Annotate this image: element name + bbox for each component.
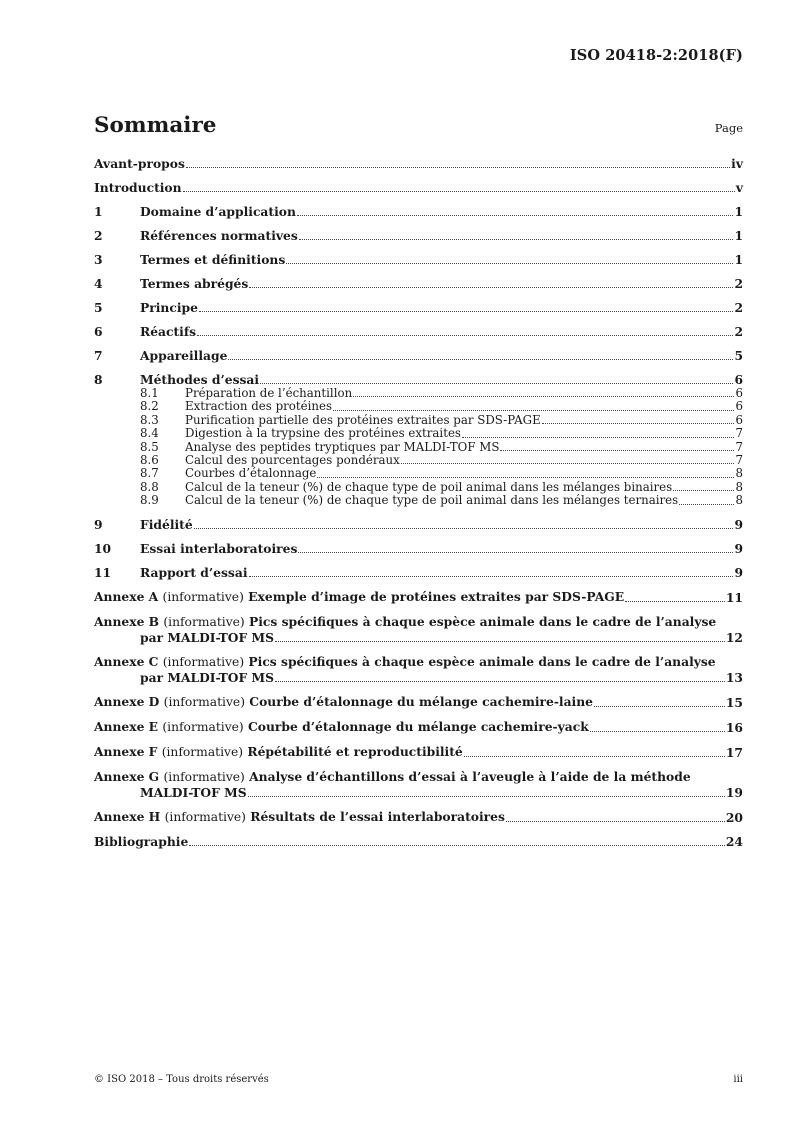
toc-subentry-8-5[interactable] [94,441,743,454]
toc-entry-label: Domaine d’application [140,204,296,219]
toc-subentry-page: 6 [735,399,743,414]
leader-dots [500,450,734,451]
toc-subentry-number: 8.5 [140,439,159,454]
page-column-label: Page [714,121,743,135]
annex-page: 15 [725,694,743,710]
annex-name: Annexe B [94,613,160,629]
toc-entry-3[interactable] [94,252,743,267]
toc-subentry-number: 8.6 [140,453,159,468]
toc-subentry-8-8[interactable] [94,481,743,494]
leader-dots [260,383,733,384]
toc-entry-4[interactable] [94,276,743,291]
toc-entry-1[interactable] [94,204,743,219]
leader-dots [275,681,725,682]
leader-dots [317,477,734,478]
toc-entry-page: 2 [734,324,743,339]
leader-dots [248,796,725,797]
leader-dots [542,423,735,424]
toc-entry-label: Essai interlaboratoires [140,540,298,556]
toc-annex-f[interactable] [94,744,743,760]
annex-title: Exemple d’image de protéines extraites par SDS-PAGE [248,588,625,604]
toc-entry-8[interactable] [94,372,743,387]
toc-entry-page: 1 [734,228,743,243]
annex-page: 12 [725,629,743,645]
toc-subentry-number: 8.4 [140,426,159,441]
toc-subentry-8-9[interactable] [94,494,743,507]
toc-subentry-label: Digestion à la trypsine des protéines extraites [185,426,461,441]
leader-dots [275,641,725,642]
leader-dots [353,396,734,397]
toc-subentry-8-7[interactable] [94,467,743,480]
toc-subentry-8-6[interactable] [94,454,743,467]
annex-title-continuation-row [94,785,743,800]
toc-entry-label: Avant-propos [94,156,185,171]
annex-title-continuation: MALDI-TOF MS [140,784,247,800]
footer-copyright: © ISO 2018 – Tous droits réservés [94,1074,269,1085]
toc-subentry-label: Analyse des peptides tryptiques par MALDI-TOF MS [185,439,500,454]
toc-subentry-number: 8.8 [140,479,159,494]
toc-annex-c[interactable] [94,654,743,685]
annex-label [94,744,463,760]
toc-entry-number: 2 [94,228,103,243]
toc-entry-label: Appareillage [140,348,228,363]
toc-entry-7[interactable] [94,348,743,363]
annex-informative: (informative) [163,694,246,709]
toc-entry-number: 1 [94,204,103,219]
toc-entry-page: 2 [734,300,743,315]
leader-dots [199,311,734,312]
leader-dots [673,490,734,491]
leader-dots [464,756,725,757]
toc-subentry-page: 7 [735,439,743,454]
toc-entry-6[interactable] [94,324,743,339]
leader-dots [197,335,733,336]
leader-dots [183,191,735,192]
leader-dots [679,504,734,505]
toc-entry-number: 11 [94,564,112,580]
toc-subentry-page: 8 [735,466,743,481]
toc-entry-page: 1 [734,204,743,219]
toc-entry-number: 3 [94,252,103,267]
toc-entry-page: v [735,180,743,195]
toc-subentry-number: 8.7 [140,466,159,481]
toc-entry-page: 5 [734,348,743,363]
toc-entry-page: 2 [734,276,743,291]
toc-entry-page: 6 [734,372,743,387]
table-of-contents [94,156,743,849]
toc-entry-9[interactable] [94,517,743,532]
toc-entry-number: 4 [94,276,103,291]
page-title: Sommaire [94,113,217,138]
toc-subentry-8-4[interactable] [94,427,743,440]
annex-title: Résultats de l’essai interlaboratoires [250,808,505,824]
leader-dots [594,706,725,707]
toc-entry-number: 10 [94,540,112,556]
toc-subentry-page: 7 [735,453,743,468]
annex-page: 17 [725,744,743,760]
leader-dots [333,410,734,411]
annex-name: Annexe E [94,718,159,734]
annex-informative: (informative) [162,589,244,604]
toc-entry-number: 9 [94,516,103,532]
annex-page: 19 [725,784,743,800]
annex-title-continuation: par MALDI-TOF MS [140,629,274,645]
toc-entry-5[interactable] [94,300,743,315]
toc-subentry-number: 8.9 [140,493,159,508]
annex-label [94,694,593,710]
leader-dots [506,821,725,822]
annex-informative: (informative) [162,719,244,734]
leader-dots [286,263,733,264]
toc-entry-label: Principe [140,300,198,315]
toc-entry-label: Introduction [94,180,182,195]
toc-subentry-8-1[interactable] [94,387,743,400]
annex-title: Courbe d’étalonnage du mélange cachemire-laine [249,693,593,709]
toc-entry-number: 5 [94,300,103,315]
title-row [94,113,743,138]
annex-page: 20 [725,809,743,825]
toc-entry-label: Rapport d’essai [140,564,248,580]
toc-subentry-label: Préparation de l’échantillon [185,386,353,400]
toc-entry-page: 24 [725,833,743,849]
leader-dots [297,215,734,216]
leader-dots [186,167,730,168]
toc-entry-label: Méthodes d’essai [140,372,260,387]
annex-title: Répétabilité et reproductibilité [247,743,463,759]
toc-entry-page: 9 [734,540,743,556]
annex-label [94,654,743,670]
annex-page: 13 [725,669,743,685]
annex-label [94,719,589,735]
annex-page: 11 [725,589,743,605]
annex-informative: (informative) [161,744,244,759]
toc-subentry-label: Extraction des protéines [185,399,333,414]
annex-title-continuation-row [94,630,743,645]
toc-entry-number: 7 [94,348,103,363]
toc-entry-label: Termes abrégés [140,276,249,291]
annex-title: Courbe d’étalonnage du mélange cachemire-yack [248,718,589,734]
toc-annex-d[interactable] [94,694,743,710]
leader-dots [590,731,725,732]
document-id: ISO 20418-2:2018(F) [569,47,743,64]
annex-title: Pics spécifiques à chaque espèce animale dans le cadre de l’analyse [249,613,717,629]
toc-entry-avant-propos[interactable] [94,156,743,171]
toc-subentry-page: 7 [735,426,743,441]
toc-entry-10[interactable] [94,541,743,556]
toc-annex-g[interactable] [94,769,743,800]
toc-subentry-page: 8 [735,493,743,508]
toc-entry-label: Fidélité [140,516,193,532]
toc-subentry-page: 6 [735,412,743,427]
footer-page-number: iii [733,1074,743,1085]
annex-name: Annexe A [94,588,159,604]
toc-annex-e[interactable] [94,719,743,735]
toc-entry-2[interactable] [94,228,743,243]
leader-dots [228,359,733,360]
annex-informative: (informative) [162,654,245,669]
leader-dots [194,528,734,529]
annex-informative: (informative) [164,809,246,824]
annex-name: Annexe F [94,743,158,759]
toc-entry-number: 6 [94,324,103,339]
annex-name: Annexe C [94,653,159,669]
leader-dots [401,463,735,464]
toc-entry-page: 1 [734,252,743,267]
toc-entry-page: 9 [734,516,743,532]
leader-dots [249,287,733,288]
leader-dots [249,576,734,577]
toc-annex-h[interactable] [94,809,743,825]
leader-dots [298,552,733,553]
leader-dots [189,845,725,846]
annex-page: 16 [725,719,743,735]
annex-informative: (informative) [163,769,245,784]
toc-subentry-label: Purification partielle des protéines extraites par SDS-PAGE [185,412,541,427]
annex-title-continuation: par MALDI-TOF MS [140,669,274,685]
toc-subentry-8-2[interactable] [94,400,743,413]
annex-title-continuation-row [94,670,743,685]
annex-label [94,614,743,630]
toc-entry-introduction[interactable] [94,180,743,195]
toc-subentry-page: 6 [735,386,743,400]
annex-label [94,589,624,605]
toc-entry-label: Références normatives [140,228,298,243]
toc-entry-label: Réactifs [140,324,197,339]
toc-subentry-label: Courbes d’étalonnage [185,466,317,481]
toc-entry-label: Bibliographie [94,833,189,849]
toc-entry-number: 8 [94,372,103,387]
annex-informative: (informative) [163,614,245,629]
annex-title: Analyse d’échantillons d’essai à l’aveugle à l’aide de la méthode [249,768,691,784]
toc-entry-page: 9 [734,564,743,580]
toc-subentry-page: 8 [735,479,743,494]
toc-entry-label: Termes et définitions [140,252,286,267]
toc-annex-b[interactable] [94,614,743,645]
toc-subentry-number: 8.1 [140,386,159,400]
toc-subentry-number: 8.3 [140,412,159,427]
toc-entry-page: iv [731,156,743,171]
toc-subentry-label: Calcul de la teneur (%) de chaque type de poil animal dans les mélanges ternaires [185,493,679,508]
annex-label [94,769,743,785]
leader-dots [462,437,735,438]
toc-annex-a[interactable] [94,589,743,605]
toc-subentry-number: 8.2 [140,399,159,414]
toc-entry-bibliographie[interactable] [94,834,743,849]
leader-dots [625,601,725,602]
toc-subentry-8-3[interactable] [94,414,743,427]
annex-label [94,809,505,825]
annex-title: Pics spécifiques à chaque espèce animale dans le cadre de l’analyse [248,653,716,669]
toc-subentry-label: Calcul des pourcentages pondéraux [185,453,400,468]
annex-name: Annexe D [94,693,160,709]
toc-subentry-label: Calcul de la teneur (%) de chaque type de poil animal dans les mélanges binaires [185,479,673,494]
annex-name: Annexe G [94,768,160,784]
leader-dots [299,239,734,240]
toc-entry-11[interactable] [94,565,743,580]
annex-name: Annexe H [94,808,161,824]
